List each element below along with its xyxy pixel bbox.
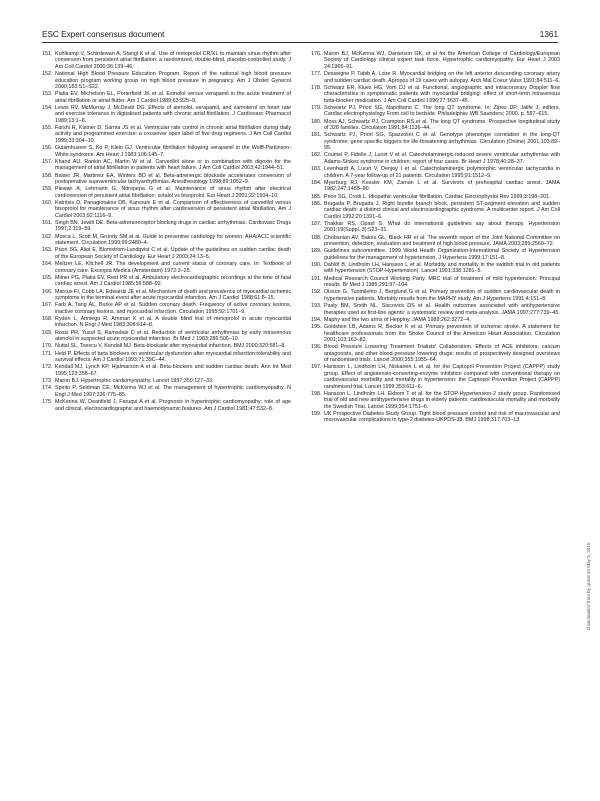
reference-item	[42, 330, 291, 343]
reference-item	[311, 194, 560, 200]
reference-number: 183.	[311, 166, 322, 173]
reference-number: 175.	[42, 399, 53, 406]
reference-text: Maphy and the two arms of Heppiny. JAMA 1989;262:3272–4.	[324, 316, 471, 323]
reference-number: 166.	[42, 288, 53, 295]
reference-number: 194.	[311, 316, 322, 323]
reference-item	[42, 343, 291, 349]
reference-text: Rossi PR, Yusuf S, Ramsdale D et al. Reduction of ventricular arrhythmias by early intravenous atenolol in suspected acute myocardial infarction. Br Med J 1983;286:506–10.	[55, 329, 291, 343]
reference-item	[42, 51, 291, 70]
reference-number: 190.	[311, 262, 322, 269]
reference-text: Guidelines subcommittee. 1999 World Health Organization-International Society of Hypertension guidelines for the management of hypertension. J Hypertens 1999;17:151–8.	[324, 248, 560, 261]
reference-item	[311, 71, 560, 84]
reference-number: 155.	[42, 125, 53, 132]
reference-item	[311, 262, 560, 275]
reference-number: 176.	[311, 51, 322, 57]
reference-text: Moss AJ, Schwartz PJ, Crampton RS et al. The long QT syndrome. Prospective longitudinal study of 328 families. Circulation 1991;84:1136–44.	[324, 118, 560, 132]
reference-item	[311, 391, 560, 410]
reference-text: Psaty BM, Smith NL, Siscovick DS et al. Health outcomes associated with antihypertensive therapies used as first-line agents: a systematic review and meta-analysis. JAMA 1997;277:739–45.	[324, 303, 560, 316]
reference-text: Gulamhusein S, Ko P, Klein GJ. Ventricular fibrillation following verapamil in the Wolff-Parkinson-White syndrome. Am Heart J 1983;106:145–7.	[55, 145, 291, 158]
reference-item	[311, 303, 560, 316]
reference-item	[42, 302, 291, 315]
reference-number: 191.	[311, 275, 322, 282]
reference-text: Schwartz PJ, Priori SG, Spazzolini C et al. Genotype phenotype correlation in the long-QT syndrome: gene specific triggers for life-threatening arrhythmias. Circulation (Online) 2001;103:89–95.	[324, 132, 560, 152]
reference-text: Spirito P, Seidman CE, McKenna WJ et al. The management of hypertrophic cardiomyopathy. N Engl J Med 1997;336:775–85.	[55, 385, 291, 398]
reference-number: 195.	[311, 324, 322, 331]
reference-item	[42, 159, 291, 172]
reference-text: Farb A, Tang AL, Burke AP et al. Sudden coronary death. Frequency of active coronary lesions, inactive coronary lesions, and myocardial infarction. Circulation 1995;92:1701–9.	[55, 302, 291, 315]
reference-number: 189.	[311, 248, 322, 255]
reference-number: 152.	[42, 71, 53, 78]
reference-text: Meltzer LE, Kitchell JR. The development and current status of coronary care. In: Textbook of coronary care. Excerpta Medica (Amsterdam) 1972:3–25.	[55, 261, 291, 274]
reference-item	[311, 132, 560, 151]
reference-text: Leenhardt A, Lucet V, Denjoy I et al. Catecholaminergic polymorphic ventricular tachycardia in children. A 7-year follow-up of 21 patients. Circulation 1995;91:1512–9.	[324, 166, 560, 179]
reference-number: 156.	[42, 145, 53, 152]
reference-item	[42, 351, 291, 364]
reference-number: 154.	[42, 104, 53, 111]
reference-item	[42, 316, 291, 329]
reference-text: Desseigne P, Tabib A, Loire R. Myocardial bridging on the left anterior descending coronary artery and sudden cardiac death. Apropos of 19 cases with autopsy. Arch Mal Coeur Vaiss 1991;84:511–6.	[324, 71, 560, 84]
reference-text: Chobanian AV, Bakris GL, Black HR et al. The seventh report of the Joint National Committee on prevention, detection, evaluation and treatment of high blood pressure. JAMA 2003;289:2560–72.	[324, 234, 560, 248]
reference-number: 187.	[311, 220, 322, 227]
reference-number: 192.	[311, 289, 322, 296]
reference-text: National High Blood Pressure Education Program. Report of the national high blood pressure education program working group on high blood pressure in pregnancy. Am J Obstet Gynecol 2000;183:S1–S22.	[55, 71, 291, 90]
reference-text: Dahlöf B, Lindholm LH, Hansson L et al. Morbidity and mortality in the swidish trial in old patients with hypertension (STOP-Hypertension). Lancet 1991;338:1281–5.	[324, 262, 560, 275]
page-number: 1361	[539, 30, 558, 39]
reference-item	[42, 186, 291, 199]
running-header	[42, 30, 558, 42]
reference-text: Balser JR, Martinez EA, Winters BD et al. Beta-adrenergic blockade accelerates conversion of postoperative supraventricular tachyarrhythmias. Anesthesiology 1998;89:1052–9.	[55, 172, 291, 185]
reference-text: Coumel P, Fidelle J, Lucet V et al. Catecholaminergic-induced severe ventricular arrhythmias with Adams-Stokes syndrome in children: report of four cases. Br Heart J 1978;40:28–37.	[324, 152, 560, 165]
reference-item	[311, 201, 560, 220]
reference-text: Nuttal SL, Toescu V, Kendall MJ. Beta-blockade after myocardial infarction. BMJ 2000;320:581–8.	[55, 343, 286, 350]
reference-item	[42, 378, 291, 384]
reference-number: 169.	[42, 329, 53, 336]
reference-number: 182.	[311, 152, 322, 159]
reference-text: Mosca L, Scott M, Grundy SM et al. Guide to preventive cardiology for women. AHA/ACC scientific statement. Circulation 1999;99:2480–4.	[55, 233, 291, 247]
reference-number: 165.	[42, 274, 53, 281]
header-rule	[42, 42, 558, 43]
reference-text: Priori SG, Aliot E, Blomstrom-Lundqvist C et al. Update of the guidelines on sudden cardiac death of the European Society of Cardiology. Eur Heart J 2003;24:13–5.	[55, 247, 291, 260]
reference-item	[42, 289, 291, 302]
reference-item	[311, 51, 560, 70]
reference-item	[42, 173, 291, 186]
reference-text: Singh BN, Jewitt DE. Beta-adrenoreceptor blocking drugs in cardiac arrhythmias. Cardiovasc Drugs 1997;2:119–59.	[55, 220, 291, 233]
reference-text: UK Prospective Diabetes Study Group. Tight blood pressure control and risk of macrovascular and microvascular complications in type-2 diabetes-UKPDS-38. BMJ 1998;317:703–13.	[324, 411, 560, 424]
reference-item	[311, 152, 560, 165]
reference-item	[311, 166, 560, 179]
reference-text: Priori SG, Crotti L. Idiopathic ventricular fibrillation. Cardiac Electrophysiol Rev 1999;3:198–201.	[324, 193, 551, 200]
reference-text: Katritsis D, Panagiotakos DB, Karvouni E et al. Comparison of effectiveness of carvedilol versus bisoprolol for maintenance of sinus rhythm after cardioversion of persistent atrial fibrillation. Am J Cardiol 2003;92:1116–9.	[55, 199, 291, 219]
reference-number: 153.	[42, 91, 53, 98]
reference-number: 177.	[311, 71, 322, 78]
reference-number: 179.	[311, 104, 322, 111]
reference-number: 170.	[42, 343, 53, 350]
reference-item	[311, 235, 560, 248]
reference-item	[42, 105, 291, 124]
reference-text: Platia EV, Michelson EL, Porterfield JK et al. Esmolol versus verapamil in the acute treatment of atrial fibrillation or atrial flutter. Am J Cardiol 1989;63:925–9.	[55, 91, 291, 104]
reference-item	[311, 105, 560, 118]
reference-item	[42, 275, 291, 288]
reference-number: 162.	[42, 233, 53, 240]
reference-item	[42, 247, 291, 260]
reference-item	[311, 344, 560, 363]
reference-number: 173.	[42, 378, 53, 385]
reference-text: Maron BJ. Hypertrophic cardiomyopathy. Lancet 1997;350:127–33.	[55, 378, 214, 385]
reference-item	[311, 221, 560, 234]
reference-text: Lewis RV, McMurray J, McDevitt DG. Effects of atenolol, verapamil, and xamoterol on heart rate and exercise tolerance in digitalised patients with chronic atrial fibrillation. J Cardiovasc Pharmacol 1989;13:1–6.	[55, 104, 291, 124]
running-title: ESC Expert consensus document	[42, 30, 165, 39]
reference-number: 180.	[311, 118, 322, 125]
reference-text: Held P. Effects of beta blockers on ventricular dysfunction after myocardial infarction:tolerability and survival effects. Am J Cardiol 1993;71:39C–44.	[55, 350, 291, 364]
reference-text: Medical Research Council Working Party. MRC trial of treatment of mild hypertension: Principal results. Br Med J 1985;291:97–104.	[324, 275, 560, 289]
reference-item	[311, 324, 560, 343]
left-reference-column	[42, 51, 291, 413]
reference-item	[311, 317, 560, 323]
reference-number: 171.	[42, 350, 53, 357]
reference-item	[311, 276, 560, 289]
reference-item	[42, 234, 291, 247]
reference-number: 198.	[311, 390, 322, 397]
reference-text: McKenna W, Deanfield J, Faruqui A et al. Prognosis in hypertrophic cardiomyopathy: role of age and clinical, electrocardiographic and haemodynamic features. Am J Cardiol 1981;47:532–8.	[55, 399, 291, 412]
reference-item	[311, 85, 560, 104]
reference-item	[311, 364, 560, 390]
reference-item	[42, 71, 291, 90]
reference-item	[311, 289, 560, 302]
reference-text: Khand AU, Rankin AC, Martin W et al. Carvedilol alone or in combination with digoxin for the management of atrial fibrillation in patients with heart failure. J Am Coll Cardiol 2003;42:1944–51.	[55, 158, 291, 172]
reference-item	[42, 364, 291, 377]
download-note: Downloaded from by guest on May 5, 2015	[586, 542, 591, 630]
reference-text: Thakkar RS, Oparil S. What do international guidelines say about therapy. Hypertension 2001;19(Suppl. 3):S23–31.	[324, 220, 560, 234]
reference-number: 174.	[42, 385, 53, 392]
reference-number: 163.	[42, 247, 53, 254]
right-reference-column	[311, 51, 560, 425]
reference-item	[42, 200, 291, 219]
reference-number: 151.	[42, 51, 53, 57]
reference-text: Olsson G, Tuomilehto J, Berglund G et al. Primary prevention of sudden cardiovascular death in hypertensive patients. Mortality results from the MAPHY study. Am J Hypertens 1991;4:151–8.	[324, 289, 560, 302]
reference-number: 196.	[311, 344, 322, 351]
reference-text: Maron BJ, McKenna WJ, Danielson GK, et al for the American College of Cardiology/European Society of Cardiology clinical expert task force. Hypertrophic cardiomyopathy. Eur Heart J 2003 24:1965–91.	[324, 51, 560, 70]
reference-number: 164.	[42, 261, 53, 268]
reference-item	[42, 261, 291, 274]
reference-text: Rydén L, Ariniego R, Arnman K et al. A double blind trial of metoprolol in acute myocardial infarction. N Engl J Med 1983;308:614–8.	[55, 315, 291, 329]
reference-number: 159.	[42, 186, 53, 193]
reference-number: 199.	[311, 411, 322, 418]
reference-item	[311, 248, 560, 261]
reference-number: 197.	[311, 364, 322, 371]
reference-text: Milner PG, Platia EV, Reid PR et al. Ambulatory electrocardiographic recordings at the time of fatal cardiac arrest. Am J Cardiol 1985;56:588–92.	[55, 274, 291, 288]
reference-number: 193.	[311, 303, 322, 310]
reference-text: Marcus FI, Cobb LA, Edwards JE et al. Mechanism of death and prevalence of myocardial ischemic symptoms in the terminal event after acute myocardial infarction. Am J Cardiol 1988;61:8–15.	[55, 288, 291, 301]
reference-number: 185.	[311, 193, 322, 200]
reference-number: 157.	[42, 158, 53, 165]
reference-number: 184.	[311, 179, 322, 186]
reference-text: Hansson L, Lindholm LH, Ekbom T et al. for the STOP-Hypertension-2 study group. Randomised trial of old and new antihypertensive drugs in elderly patients: cardiovascular mortality and morbidity the Swedish Trial. Lancet 1999;354:1751–6.	[324, 390, 560, 410]
reference-text: Schwarz ER, Klues HG, Vom DJ et al. Functional, angiographic and intracoronary Doppler flow characteristics in symptomatic patients with myocardial bridging: effect of short-term intravenous beta-blocker medication. J Am Coll Cardiol 1996;27:1637–45.	[324, 84, 560, 104]
reference-item	[42, 220, 291, 233]
reference-item	[42, 399, 291, 412]
reference-text: Plewan A, Lehmann G, Ndrepepa G et al. Maintenance of sinus rhythm after electrical cardioversion of persistent atrial fibrillation; sotalol vs bisoprolol. Eur Heart J 2001;22:1504–10.	[55, 186, 291, 199]
reference-text: Kuhlkamp V, Schirdewan A, Stangl K et al. Use of metoprolol CR/XL to maintain sinus rhythm after conversion from persistent atrial fibrillation: a randomized, double-blind, placebo-controlled study. J Am Coll Cardiol 2000;36:139–46.	[55, 51, 291, 70]
reference-text: Blood Pressure Lowering Treatment Trialists' Collaboration. Effects of ACE inhibitors, calcium antagonists, and other blood pressure lowering drugs: results of prospectively designed overviews of randomised trials. Lancet 2000;355:1955–64.	[324, 344, 560, 364]
reference-number: 178.	[311, 84, 322, 91]
reference-text: Myerburg RJ, Kessler KM, Zaman L et al. Survivors of prehospital cardiac arrest. JAMA 1982;247:1485–90.	[324, 179, 560, 193]
reference-item	[42, 91, 291, 104]
reference-item	[311, 180, 560, 193]
reference-number: 158.	[42, 172, 53, 179]
reference-number: 160.	[42, 199, 53, 206]
reference-text: Kendall MJ, Lynch KP, Hjalmarson A et al. Beta-blockers and sudden cardiac death. Ann Int Med 1995;123:358–67.	[55, 364, 291, 377]
reference-number: 172.	[42, 364, 53, 371]
reference-item	[42, 385, 291, 398]
reference-item	[42, 125, 291, 144]
reference-item	[311, 411, 560, 424]
reference-number: 167.	[42, 302, 53, 309]
reference-item	[42, 145, 291, 158]
reference-text: Farshi R, Kistner D, Sarma JS et al. Ventricular rate control in chronic atrial fibrillation during daily activity and programmed exercise: a crossover open label of five drug regimens. J Am Coll Cardiol 1999;33:304–10.	[55, 125, 291, 144]
reference-text: Hansson L, Lindholm LH, Niskanen L et al. for the Captopril Prevention Project (CAPPP) study group. Effect of angiotensin-converting-enzyme inhibition compared with conventional therapy on cardiovascular morbidity and mortality in hypertension: the Captopril Prevention Project (CAPPP) randomised trial. Lancet 1999;353:611–6.	[324, 364, 560, 390]
reference-number: 161.	[42, 220, 53, 227]
reference-text: Goldstein LB, Adams R, Becker K et al. Primary prevention of ischemic stroke. A statement for healthcare professionals from the Stroke Council of the American Heart Association. Circulation 2001;103:163–82.	[324, 324, 560, 343]
reference-text: Schwartz PJ, Priori SG, Napolitano C. The long QT syndrome. In: Zipes DP, Jalife J, editors. Cardiac electrophysiology From cell to bedside. Philadelphia: WB Saunders; 2000. p. 597–615.	[324, 104, 560, 118]
reference-number: 186.	[311, 200, 322, 207]
reference-text: Brugada P, Brugada J. Right bundle branch block, persistent ST-segment elevation and sudden cardiac death: a distinct clinical and electrocardiographic syndrome. A multicenter report. J Am Coll Cardiol 1992;20:1391–6.	[324, 200, 560, 220]
reference-number: 181.	[311, 132, 322, 139]
reference-number: 188.	[311, 234, 322, 241]
reference-number: 168.	[42, 315, 53, 322]
reference-item	[311, 119, 560, 132]
